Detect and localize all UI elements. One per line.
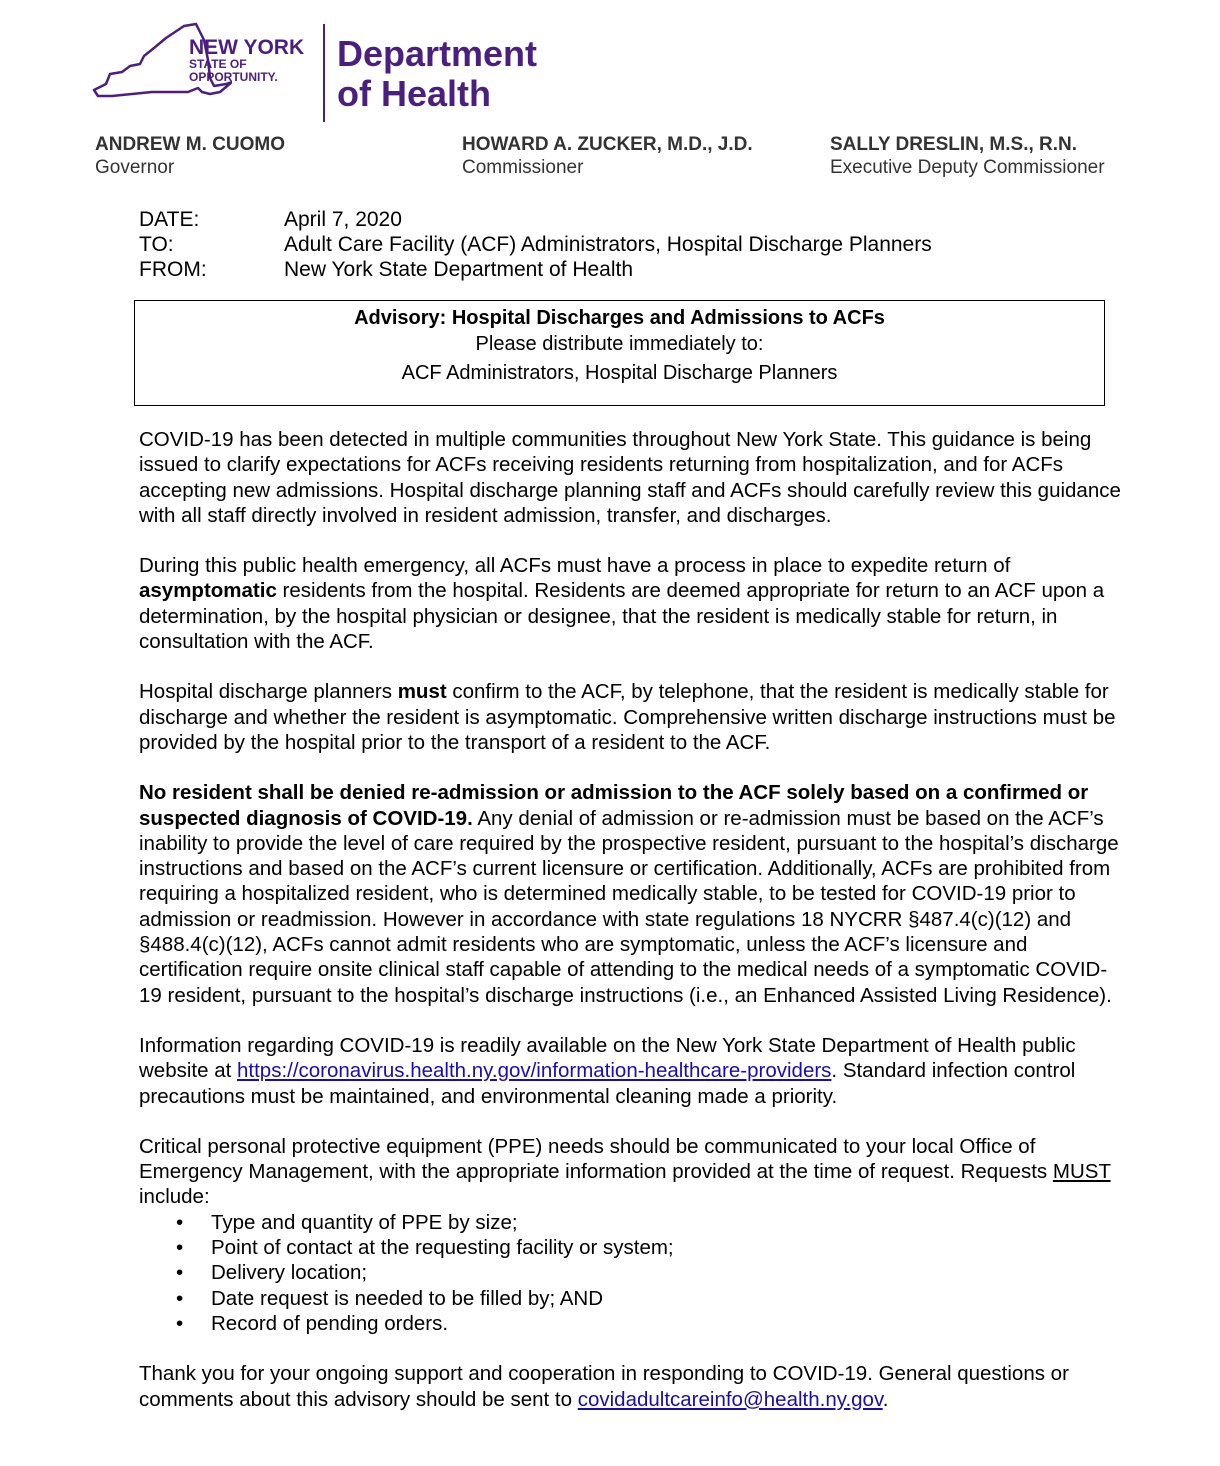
paragraph-4 [139,780,1129,1008]
paragraph-7 [139,1361,1129,1412]
p6-must: MUST [1052,1160,1111,1184]
paragraph-5 [139,1033,1129,1109]
p6-text-a: Critical personal protective equipment (PPE) needs should be communicated to your local Office of Emergency Management, with the appropriate information provided at the time of request. Requests [139,1134,1053,1184]
p5-text-a: Information regarding COVID-19 is readily available on the New York State Department of Health public website at [139,1033,1076,1083]
paragraph-6 [139,1134,1129,1336]
letterhead [0,0,1220,190]
p5-text-b: . Standard infection control precautions must be maintained, and environmental cleaning made a priority. [139,1059,1076,1108]
memo-date-row [139,207,932,232]
p4-emphasis: No resident shall be denied re-admission or admission to the ACF solely based on a confirmed or suspected diagnosis of COVID-19. [139,781,1089,830]
official-name: SALLY DRESLIN, M.S., R.N. [830,134,1078,155]
advisory-line1: Please distribute immediately to: [475,333,764,355]
paragraph-3 [139,679,1129,755]
official-title: Commissioner [462,157,584,178]
official-name: HOWARD A. ZUCKER, M.D., J.D. [462,134,753,155]
p3-text-a: Hospital discharge planners [139,680,398,704]
p7-text-a: Thank you for your ongoing support and cooperation in responding to COVID-19. General questions or comments about this advisory should be sent to [139,1362,1069,1411]
covid-providers-link[interactable]: https://coronavirus.health.ny.gov/information-healthcare-providers [237,1059,832,1083]
official-commissioner [462,134,753,179]
memo-from-label: FROM: [139,258,207,281]
p3-text-b: confirm to the ACF, by telephone, that the resident is medically stable for discharge and whether the resident is asymptomatic. Comprehensive written discharge instructions must be provided by the hospital prior to the transport of a resident to the ACF. [139,680,1116,754]
p7-text-b: . [882,1387,889,1411]
dept-line2: of Health [337,73,492,114]
p2-emphasis: asymptomatic [139,579,277,603]
logo-divider [323,24,325,122]
advisory-title: Advisory: Hospital Discharges and Admissions to ACFs [354,307,885,329]
p3-emphasis: must [397,680,447,704]
ny-line2: STATE OF [189,57,247,71]
memo-from-row [139,257,932,282]
list-item: • Date request is needed to be filled by; AND [139,1286,1129,1311]
memo-to-row [139,232,932,257]
official-deputy [830,134,1105,179]
official-governor [95,134,285,179]
advisory-body [139,427,1129,1437]
p6-text [139,1134,1129,1210]
memo-date-value: April 7, 2020 [284,208,402,231]
list-item: • Point of contact at the requesting facility or system; [139,1235,1129,1260]
paragraph-1: COVID-19 has been detected in multiple communities throughout New York State. This guidance is being issued to clarify expectations for ACFs receiving residents returning from hospitalization, and for ACFs accepting new admissions. Hospital discharge planning staff and ACFs should carefully review this guidance with all staff directly involved in resident admission, transfer, and discharges. [139,428,1121,527]
memo-to-value: Adult Care Facility (ACF) Administrators, Hospital Discharge Planners [284,233,932,256]
memo-from-value: New York State Department of Health [284,258,634,281]
advisory-box [134,300,1105,406]
p6-text-b: include: [139,1185,210,1209]
dept-line1: Department [337,33,538,74]
advisory-line2: ACF Administrators, Hospital Discharge Planners [401,362,838,384]
ny-line1: NEW YORK [189,36,305,59]
p2-text-a: During this public health emergency, all ACFs must have a process in place to expedite return of [139,554,1011,578]
memo-to-label: TO: [139,233,174,256]
memo-date-label: DATE: [139,208,200,231]
contact-email-link[interactable]: covidadultcareinfo@health.ny.gov [577,1387,883,1411]
list-item: • Type and quantity of PPE by size; [139,1210,1129,1235]
official-name: ANDREW M. CUOMO [95,134,285,155]
list-item: • Record of pending orders. [139,1311,1129,1336]
memo-header [139,207,932,282]
list-item: • Delivery location; [139,1260,1129,1285]
official-title: Executive Deputy Commissioner [830,157,1105,178]
paragraph-2 [139,553,1129,654]
official-title: Governor [95,157,175,178]
p2-text-b: residents from the hospital. Residents are deemed appropriate for return to an ACF upon a determination, by the hospital physician or designee, that the resident is medically stable for return, in consultation with the ACF. [139,579,1105,654]
ny-line3: OPPORTUNITY. [189,70,278,84]
ny-wordmark [189,38,304,84]
dept-of-health-wordmark [337,34,537,114]
ppe-request-list [139,1210,1129,1336]
p4-text: Any denial of admission or re-admission must be based on the ACF’s inability to provide the level of care required by the prospective resident, pursuant to the hospital’s discharge instructions and based on the ACF’s current licensure or certification. Additionally, ACFs are prohibited from requiring a hospitalized resident, who is determined medically stable, to be tested for COVID-19 prior to admission or readmission. However in accordance with state regulations 18 NYCRR §487.4(c)(12) and §488.4(c)(12), ACFs cannot admit residents who are symptomatic, unless the ACF’s licensure and certification require onsite clinical staff capable of attending to the medical needs of a symptomatic COVID-19 resident, pursuant to the hospital’s discharge instructions (i.e., an Enhanced Assisted Living Residence). [139,806,1119,1007]
